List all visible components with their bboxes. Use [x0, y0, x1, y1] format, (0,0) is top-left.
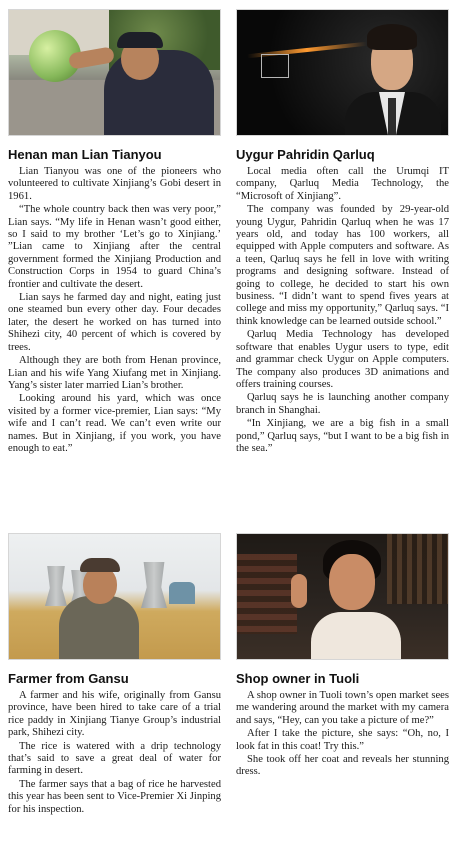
paragraph: “The whole country back then was very poor,” Lian says. “My life in Henan wasn’t good either, so I said to my brother ‘Let’s go to Xinjiang.’ ”Lian came to Xinjiang after the central government formed the Xinjiang Production and Construction Corps in 1954 to guard China’s frontier and cultivate the desert. — [8, 204, 221, 290]
photo-farmer-gansu — [8, 533, 221, 660]
paragraph: “In Xinjiang, we are a big fish in a small pond,” Qarluq says, “but I want to be a big fish in the sea.” — [236, 418, 449, 454]
paragraph: Although they are both from Henan province, Lian and his wife Yang Xiufang met in Xinjiang. Yang’s sister later married Lian’s brother. — [8, 355, 221, 391]
paragraph: Lian says he farmed day and night, eating just one steamed bun every other day. Four decades later, the desert he worked on has turned into Shihezi city, 40 percent of which is covered by trees. — [8, 292, 221, 353]
paragraph: The company was founded by 29-year-old young Uygur, Pahridin Qarluq when he was 17 years old, and today has 100 workers, all equipped with Apple computers and software. As a teen, Qarluq says he fell in love with writing programs and designing software. Instead of going to college, he decided to start his own business. “I didn’t want to spend fives years at college and miss my opportunity,” Qarluq says. “I think knowledge can be learned outside school.” — [236, 204, 449, 327]
paragraph: A shop owner in Tuoli town’s open market sees me wandering around the market with my camera and says, “Hey, can you take a picture of me?” — [236, 690, 449, 726]
section-heading: Henan man Lian Tianyou — [8, 147, 162, 162]
photo-lian-tianyou — [8, 9, 221, 136]
paragraph: After I take the picture, she says: “Oh, no, I look fat in this coat! Try this.” — [236, 728, 449, 752]
section-pahridin-qarluq — [236, 9, 449, 455]
paragraph: Looking around his yard, which was once visited by a former vice-premier, Lian says: “My wife and I can’t read. We can’t even write our names. But in Xinjiang, if you work, you have enough to eat.” — [8, 393, 221, 454]
section-shop-owner-tuoli — [236, 533, 449, 779]
paragraph: Lian Tianyou was one of the pioneers who volunteered to cultivate Xinjiang’s Gobi desert in 1961. — [8, 166, 221, 202]
paragraph: Local media often call the Urumqi IT company, Qarluq Media Technology, the “Microsoft of Xinjiang”. — [236, 166, 449, 202]
section-heading: Farmer from Gansu — [8, 671, 129, 686]
section-farmer-gansu — [8, 533, 221, 816]
paragraph: Qarluq says he is launching another company branch in Shanghai. — [236, 392, 449, 416]
company-logo-icon — [261, 54, 289, 78]
photo-pahridin-qarluq — [236, 9, 449, 136]
paragraph: Qarluq Media Technology has developed software that enables Uygur users to type, edit and grammar check Uygur on Apple computers. The company also produces 3D animations and offers training courses. — [236, 329, 449, 390]
paragraph: A farmer and his wife, originally from Gansu province, have been hired to take care of a trial rice paddy in Xinjiang Tianye Group’s industrial park, Shihezi city. — [8, 690, 221, 739]
paragraph: The farmer says that a bag of rice he harvested this year has been sent to Vice-Premier Xi Jinping for his inspection. — [8, 778, 221, 815]
section-heading: Shop owner in Tuoli — [236, 671, 360, 686]
paragraph: The rice is watered with a drip technology that’s said to save a great deal of water for farming in desert. — [8, 740, 221, 777]
paragraph: She took off her coat and reveals her stunning dress. — [236, 754, 449, 778]
section-lian-tianyou — [8, 9, 221, 455]
section-heading: Uygur Pahridin Qarluq — [236, 147, 375, 162]
photo-shop-owner-tuoli — [236, 533, 449, 660]
